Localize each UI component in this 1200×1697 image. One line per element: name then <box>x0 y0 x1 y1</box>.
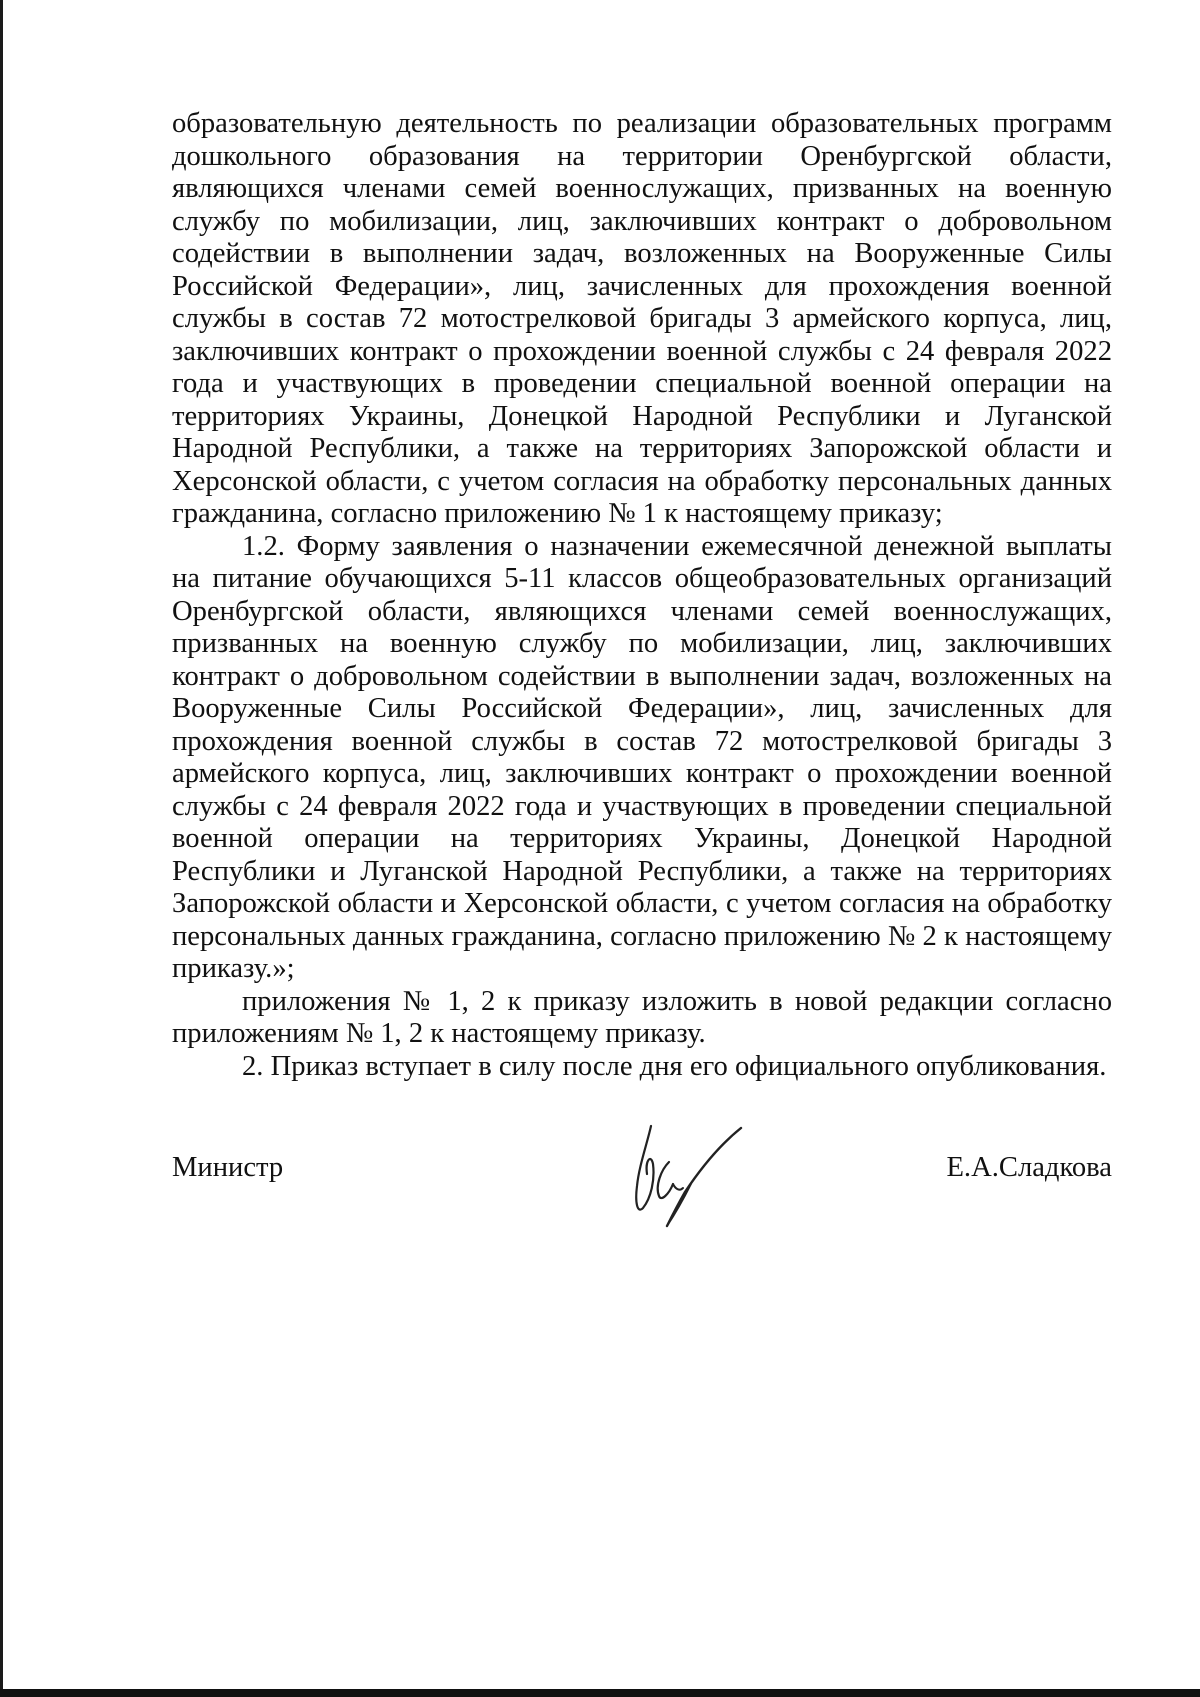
signer-position: Министр <box>172 1152 284 1183</box>
scan-edge-left <box>0 0 3 1692</box>
signer-name: Е.А.Сладкова <box>946 1152 1112 1183</box>
paragraph-item-2: 2. Приказ вступает в силу после дня его официального опубликования. <box>242 1050 1107 1082</box>
handwritten-signature <box>617 1122 747 1232</box>
paragraph-appendices: приложения № 1, 2 к приказу изложить в новой редакции согласно приложениям № 1, 2 к настоящему приказу. <box>172 985 1112 1049</box>
document-body <box>172 108 1112 1083</box>
paragraph-item-1-2: 1.2. Форму заявления о назначении ежемесячной денежной выплаты на питание обучающихся 5-11 классов общеобразовательных организаций Оренбургской области, являющихся членами семей военнослужащих, призванных на военную службу по мобилизации, лиц, заключивших контракт о добровольном содействии в выполнении задач, возложенных на Вооруженные Силы Российской Федерации», лиц, зачисленных для прохождения военной службы в состав 72 мотострелковой бригады 3 армейского корпуса, лиц, заключивших контракт о прохождении военной службы с 24 февраля 2022 года и участвующих в проведении специальной военной операции на территориях Украины, Донецкой Народной Республики и Луганской Народной Республики, а также на территориях Запорожской области и Херсонской области, с учетом согласия на обработку персональных данных гражданина, согласно приложению № 2 к настоящему приказу.»; <box>172 530 1112 984</box>
signature-block <box>172 1140 1112 1260</box>
scan-edge-bottom <box>0 1689 1200 1697</box>
paragraph-continuation: образовательную деятельность по реализации образовательных программ дошкольного образования на территории Оренбургской области, являющихся членами семей военнослужащих, призванных на военную службу по мобилизации, лиц, заключивших контракт о добровольном содействии в выполнении задач, возложенных на Вооруженные Силы Российской Федерации», лиц, зачисленных для прохождения военной службы в состав 72 мотострелковой бригады 3 армейского корпуса, лиц, заключивших контракт о прохождении военной службы с 24 февраля 2022 года и участвующих в проведении специальной военной операции на территориях Украины, Донецкой Народной Республики и Луганской Народной Республики, а также на территориях Запорожской области и Херсонской области, с учетом согласия на обработку персональных данных гражданина, согласно приложению № 1 к настоящему приказу; <box>172 108 1112 529</box>
